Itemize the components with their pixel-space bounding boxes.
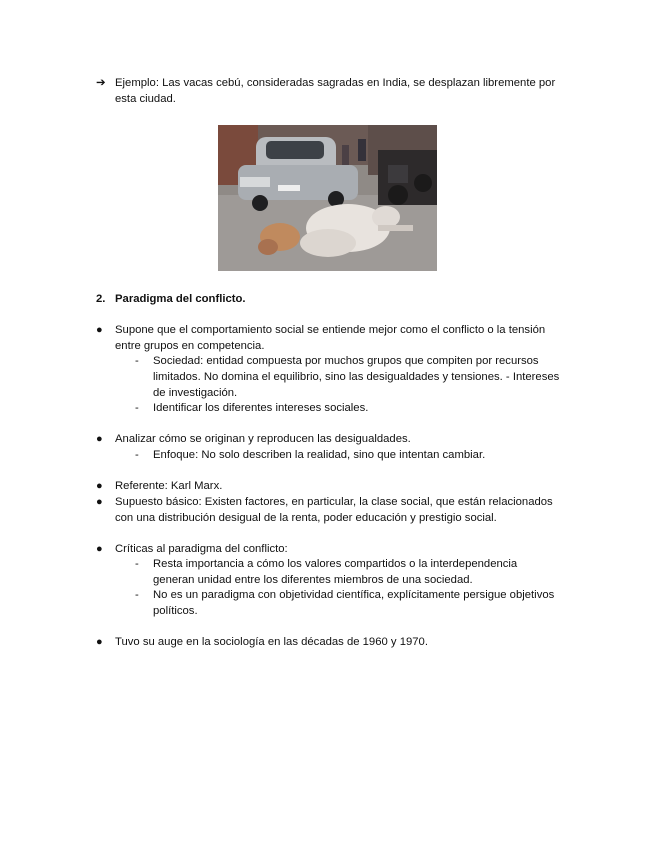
dash-marker: - — [135, 589, 139, 601]
dash-marker: - — [135, 402, 139, 414]
bullet-icon: ● — [96, 433, 103, 445]
sub-bullet-text-line: limitados. No domina el equilibrio, sino las desigualdades y tensiones. - Intereses — [153, 371, 560, 383]
dash-marker: - — [135, 558, 139, 570]
bullet-icon: ● — [96, 480, 103, 492]
bullet-text-line: con una distribución desigual de la renta, poder educación y prestigio social. — [115, 512, 497, 524]
section-title: Paradigma del conflicto. — [115, 293, 246, 305]
example-text-line: esta ciudad. — [115, 93, 176, 105]
arrow-bullet-icon: ➔ — [96, 77, 106, 89]
sub-bullet-text-line: políticos. — [153, 605, 198, 617]
example-text-line: Ejemplo: Las vacas cebú, consideradas sagradas en India, se desplazan libremente por — [115, 77, 556, 89]
bullet-text-line: Supone que el comportamiento social se entiende mejor como el conflicto o la tensión — [115, 324, 546, 336]
bullet-text-line: Críticas al paradigma del conflicto: — [115, 543, 288, 555]
sub-bullet-text-line: Identificar los diferentes intereses sociales. — [153, 402, 369, 414]
bullet-icon: ● — [96, 324, 103, 336]
bullet-icon: ● — [96, 543, 103, 555]
dash-marker: - — [135, 449, 139, 461]
bullet-icon: ● — [96, 636, 103, 648]
bullet-icon: ● — [96, 496, 103, 508]
sub-bullet-text-line: generan unidad entre los diferentes miembros de una sociedad. — [153, 574, 473, 586]
bullet-text-line: Referente: Karl Marx. — [115, 480, 223, 492]
bullet-text-line: Tuvo su auge en la sociología en las décadas de 1960 y 1970. — [115, 636, 428, 648]
bullet-text-line: Analizar cómo se originan y reproducen las desigualdades. — [115, 433, 411, 445]
sub-bullet-text-line: Resta importancia a cómo los valores compartidos o la interdependencia — [153, 558, 518, 570]
section-number: 2. — [96, 293, 106, 305]
sub-bullet-text-line: de investigación. — [153, 387, 238, 399]
sub-bullet-text-line: No es un paradigma con objetividad científica, explícitamente persigue objetivos — [153, 589, 555, 601]
dash-marker: - — [135, 355, 139, 367]
bullet-text-line: Supuesto básico: Existen factores, en particular, la clase social, que están relacionados — [115, 496, 553, 508]
street-cows-photo — [218, 125, 437, 271]
sub-bullet-text-line: Sociedad: entidad compuesta por muchos grupos que compiten por recursos — [153, 355, 539, 367]
sub-bullet-text-line: Enfoque: No solo describen la realidad, sino que intentan cambiar. — [153, 449, 486, 461]
bullet-text-line: entre grupos en competencia. — [115, 340, 265, 352]
